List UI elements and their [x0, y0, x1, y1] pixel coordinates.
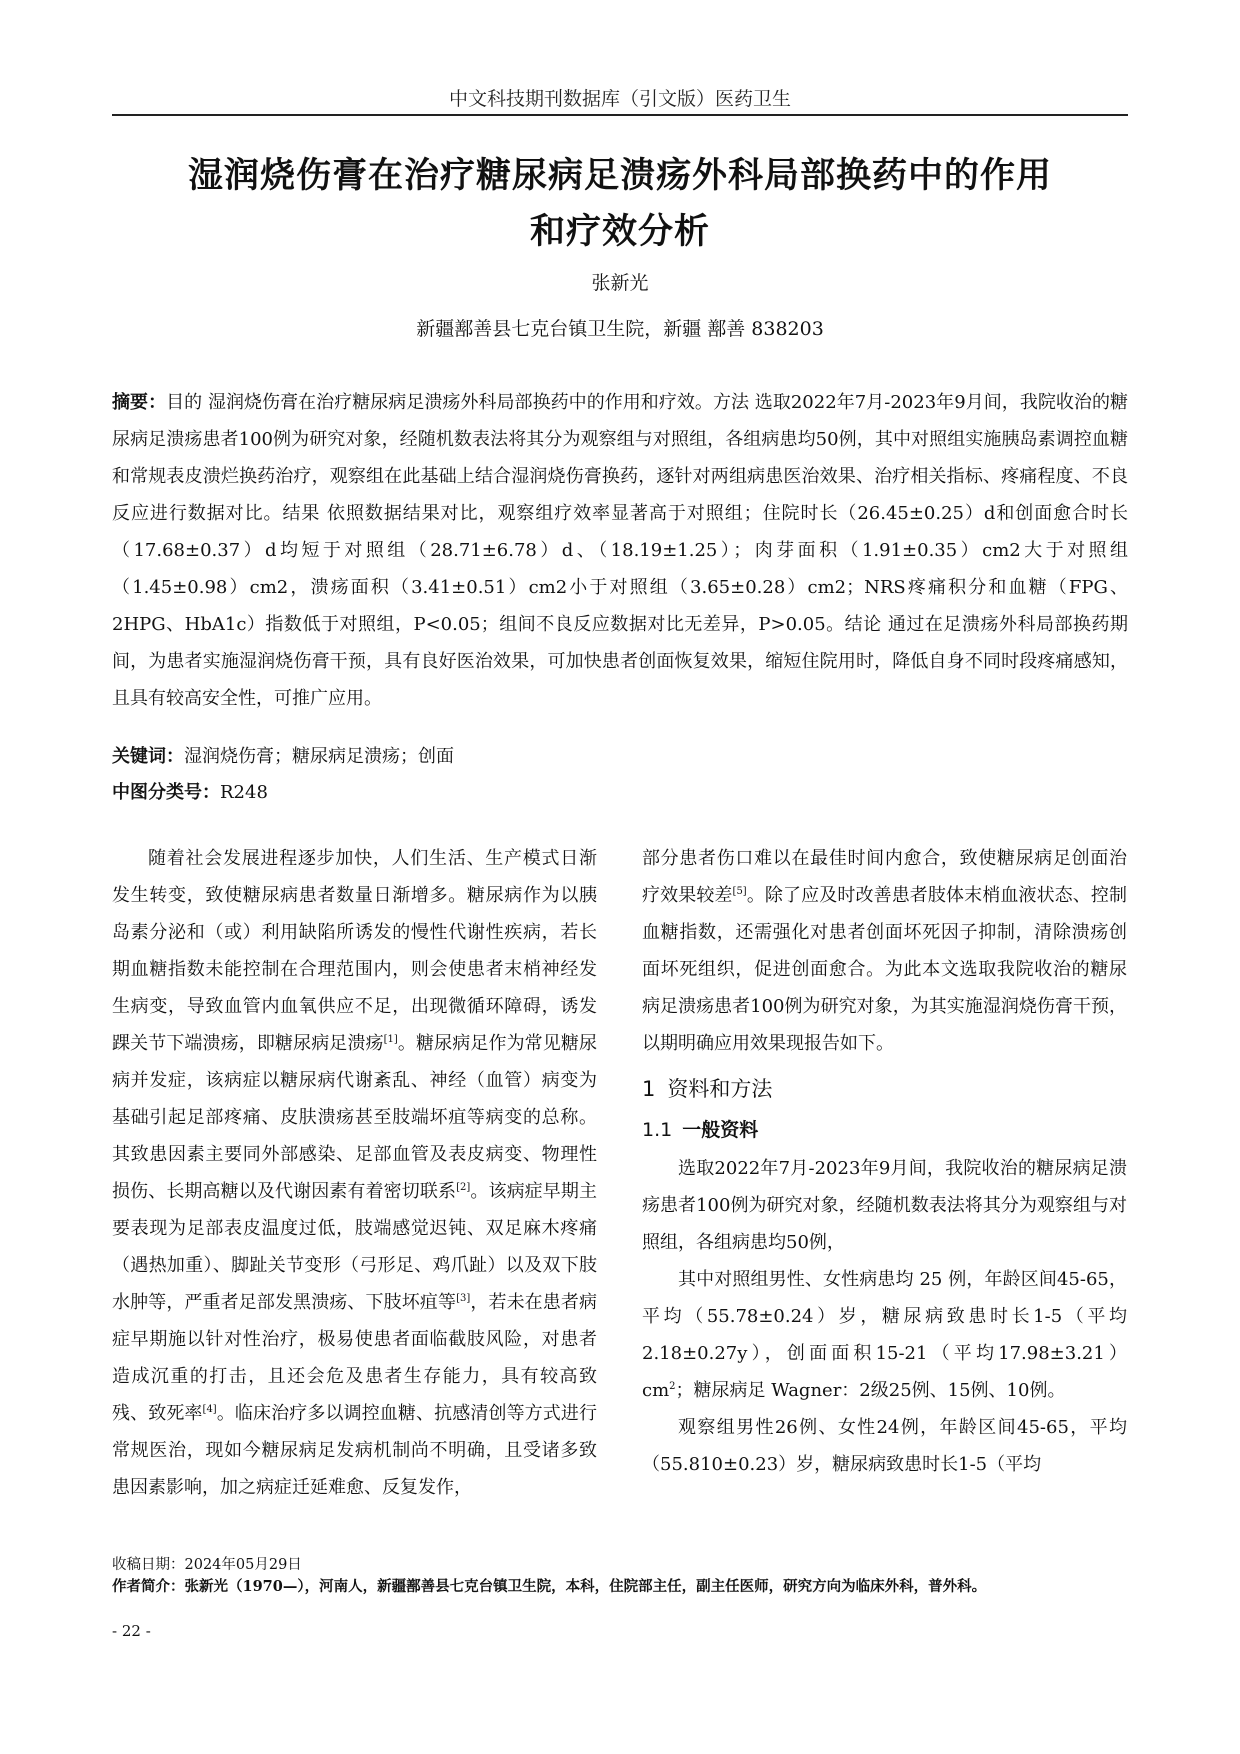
section-number: 1: [642, 1077, 656, 1101]
author-name: 张新光: [591, 272, 649, 294]
clc-text: R248: [220, 782, 268, 803]
title-line-1: 湿润烧伤膏在治疗糖尿病足溃疡外科局部换药中的作用: [187, 156, 1052, 196]
intro-text-b: 。糖尿病足作为常见糖尿病并发症，该病症以糖尿病代谢紊乱、神经（血管）病变为基础引起足部疼痛、皮肤溃疡甚至肢端坏疽等病变的总称。其致患因素主要同外部感染、足部血管及表皮病变、物理性损伤、长期高糖以及代谢因素有着密切联系: [112, 1033, 598, 1202]
abstract: [112, 384, 1128, 717]
subsection-title: 一般资料: [682, 1119, 759, 1141]
section-heading: [642, 1070, 1127, 1108]
observation-group-paragraph: 观察组男性26例、女性24例，年龄区间45-65，平均（55.810±0.23）岁，糖尿病致患时长1-5（平均: [642, 1417, 1127, 1475]
control-group-text-a: 其中对照组男性、女性病患均 25 例，年龄区间45-65，平均（55.78±0.24）岁，糖尿病致患时长1-5（平均2.18±0.27y），创面面积15-21（平均17.98±3.21）cm: [642, 1269, 1127, 1401]
keywords: [112, 742, 1128, 772]
received-date: 收稿日期：2024年05月29日: [112, 1557, 302, 1573]
intro-paragraph: [112, 840, 597, 1506]
intro-text-c: 。该病症早期主要表现为足部表皮温度过低，肢端感觉迟钝、双足麻木疼痛（遇热加重）、脚趾关节变形（弓形足、鸡爪趾）以及双下肢水肿等，严重者足部发黑溃疡、下肢坏疽等: [112, 1181, 598, 1313]
footnote: [112, 1554, 1128, 1598]
citation-ref: [2]: [456, 1182, 471, 1193]
citation-ref: [4]: [202, 1404, 217, 1415]
author-affiliation: 新疆鄯善县七克台镇卫生院，新疆 鄯善 838203: [416, 318, 824, 340]
intro-text-e: 。临床治疗多以调控血糖、抗感清创等方式进行常规医治，现如今糖尿病足发病机制尚不明确，且受诸多致患因素影响，加之病症迁延难愈、反复发作，: [112, 1403, 598, 1498]
clc-label: 中图分类号：: [112, 782, 220, 803]
intro-text-a: 随着社会发展进程逐步加快，人们生活、生产模式日渐发生转变，致使糖尿病患者数量日渐增多。糖尿病作为以胰岛素分泌和（或）利用缺陷所诱发的慢性代谢性疾病，若长期血糖指数未能控制在合理范围内，则会使患者末梢神经发生病变，导致血管内血氧供应不足，出现微循环障碍，诱发踝关节下端溃疡，即糖尿病足溃疡: [112, 848, 597, 1054]
continuation-text-a: 部分患者伤口难以在最佳时间内愈合，致使糖尿病足创面治疗效果较差: [642, 848, 1127, 906]
intro-text-d: ，若未在患者病症早期施以针对性治疗，极易使患者面临截肢风险，对患者造成沉重的打击，且还会危及患者生存能力，具有较高致残、致死率: [112, 1292, 598, 1424]
citation-ref: [5]: [732, 886, 747, 897]
body-column-right: [642, 840, 1127, 1483]
control-group-paragraph: [642, 1261, 1127, 1409]
classification-number: [112, 778, 1128, 808]
header-rule: [112, 114, 1128, 116]
methods-paragraph: 选取2022年7月-2023年9月间，我院收治的糖尿病足溃疡患者100例为研究对象，经随机数表法将其分为观察组与对照组，各组病患均50例，: [642, 1158, 1127, 1253]
intro-continuation: [642, 840, 1127, 1062]
journal-running-head: 中文科技期刊数据库（引文版）医药卫生: [448, 88, 791, 110]
body-column-left: [112, 840, 597, 1506]
unit-superscript: 2: [669, 1381, 676, 1392]
subsection-number: 1.1: [642, 1119, 673, 1141]
citation-ref: [1]: [383, 1034, 398, 1045]
abstract-text: 目的 湿润烧伤膏在治疗糖尿病足溃疡外科局部换药中的作用和疗效。方法 选取2022年7月-2023年9月间，我院收治的糖尿病足溃疡患者100例为研究对象，经随机数表法将其分为观察组与对照组，各组病患均50例，其中对照组实施胰岛素调控血糖和常规表皮溃烂换药治疗，观察组在此基础上结合湿润烧伤膏换药，逐针对两组病患医治效果、治疗相关指标、疼痛程度、不良反应进行数据对比。结果 依照数据结果对比，观察组疗效率显著高于对照组；住院时长（26.45±0.25）d和创面愈合时长（17.68±0.37）d均短于对照组（28.71±6.78）d、（18.19±1.25）；肉芽面积（1.91±0.35）cm2大于对照组（1.45±0.98）cm2，溃疡面积（3.41±0.51）cm2小于对照组（3.65±0.28）cm2；NRS疼痛积分和血糖（FPG、2HPG、HbA1c）指数低于对照组，P<0.05；组间不良反应数据对比无差异，P>0.05。结论 通过在足溃疡外科局部换药期间，为患者实施湿润烧伤膏干预，具有良好医治效果，可加快患者创面恢复效果，缩短住院用时，降低自身不同时段疼痛感知，且具有较高安全性，可推广应用。: [112, 392, 1128, 709]
abstract-label: 摘要：: [112, 392, 167, 413]
section-title: 资料和方法: [667, 1077, 773, 1101]
citation-ref: [3]: [456, 1293, 471, 1304]
keywords-label: 关键词：: [112, 746, 184, 767]
keywords-text: 湿润烧伤膏；糖尿病足溃疡；创面: [184, 746, 454, 767]
title-line-2: 和疗效分析: [529, 212, 710, 252]
page-number: - 22 -: [112, 1622, 151, 1640]
bio-text: 张新光（1970—），河南人，新疆鄯善县七克台镇卫生院，本科，住院部主任，副主任医师，研究方向为临床外科，普外科。: [184, 1578, 987, 1595]
continuation-text-b: 。除了应及时改善患者肢体末梢血液状态、控制血糖指数，还需强化对患者创面坏死因子抑制，清除溃疡创面坏死组织，促进创面愈合。为此本文选取我院收治的糖尿病足溃疡患者100例为研究对象，为其实施湿润烧伤膏干预，以期明确应用效果现报告如下。: [642, 885, 1128, 1054]
author-bio: [112, 1576, 1128, 1598]
bio-label: 作者简介：: [112, 1579, 185, 1595]
subsection-heading: [642, 1112, 1127, 1148]
article-title: [112, 148, 1128, 260]
control-group-text-b: ；糖尿病足 Wagner：2级25例、15例、10例。: [675, 1380, 1066, 1401]
